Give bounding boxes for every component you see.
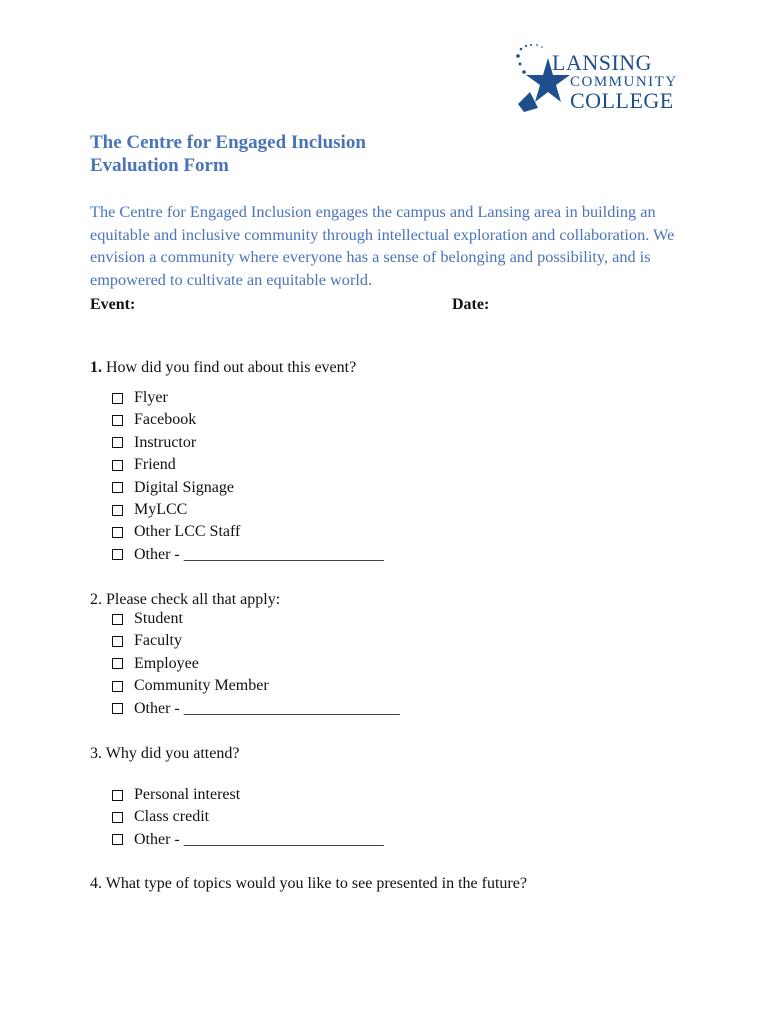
option-other[interactable]	[112, 544, 384, 566]
option-label: Instructor	[134, 433, 197, 451]
title-line-1: The Centre for Engaged Inclusion	[90, 132, 366, 153]
question-3-options	[112, 784, 384, 851]
intro-paragraph: The Centre for Engaged Inclusion engages the campus and Lansing area in building an equitable and inclusive community through intellectual exploration and collaboration. We envision a community where everyone has a sense of belonging and possibility, and is empowered to cultivate an equitable world.	[90, 202, 675, 289]
question-1-text: How did you find out about this event?	[102, 359, 357, 376]
logo-text-college: COLLEGE	[570, 88, 674, 113]
question-1	[90, 358, 356, 378]
option-label: MyLCC	[134, 500, 188, 518]
checkbox[interactable]	[112, 658, 123, 669]
option-class-credit[interactable]	[112, 806, 384, 828]
question-1-options	[112, 387, 384, 566]
option-digital-signage[interactable]	[112, 477, 384, 499]
option-label: Student	[134, 610, 183, 627]
logo-text-lansing: LANSING	[552, 50, 653, 75]
option-label: Flyer	[134, 389, 168, 406]
question-3: 3. Why did you attend?	[90, 745, 240, 762]
option-instructor[interactable]	[112, 432, 384, 454]
checkbox[interactable]	[112, 549, 123, 560]
option-label: Friend	[134, 456, 176, 474]
date-label: Date:	[452, 296, 490, 313]
checkbox[interactable]	[112, 614, 123, 625]
option-community-member[interactable]	[112, 675, 400, 697]
checkbox[interactable]	[112, 527, 123, 538]
logo-text-community: COMMUNITY	[570, 74, 678, 90]
checkbox[interactable]	[112, 834, 123, 845]
question-2: 2. Please check all that apply:	[90, 591, 281, 608]
checkbox[interactable]	[112, 681, 123, 692]
option-label: Digital Signage	[134, 478, 234, 496]
option-label: Community Member	[134, 677, 269, 695]
option-label: Facebook	[134, 411, 197, 429]
option-label: Class credit	[134, 808, 210, 826]
option-flyer[interactable]	[112, 387, 384, 409]
event-label: Event:	[90, 296, 136, 313]
checkbox[interactable]	[112, 812, 123, 823]
checkbox[interactable]	[112, 415, 123, 426]
option-faculty[interactable]	[112, 630, 400, 652]
question-4: 4. What type of topics would you like to see presented in the future?	[90, 875, 527, 892]
checkbox[interactable]	[112, 460, 123, 471]
checkbox[interactable]	[112, 393, 123, 404]
page-title	[90, 131, 366, 177]
title-line-2: Evaluation Form	[90, 155, 229, 176]
option-other[interactable]	[112, 829, 384, 851]
option-mylcc[interactable]	[112, 499, 384, 521]
option-student[interactable]	[112, 608, 400, 630]
option-label: Personal interest	[134, 786, 241, 803]
option-label: Faculty	[134, 632, 182, 650]
checkbox[interactable]	[112, 636, 123, 647]
option-facebook[interactable]	[112, 409, 384, 431]
lansing-community-college-logo	[512, 42, 692, 118]
option-label: Other - _________________________	[134, 545, 384, 563]
checkbox[interactable]	[112, 790, 123, 801]
option-label: Other - _________________________	[134, 830, 384, 848]
option-employee[interactable]	[112, 653, 400, 675]
option-label: Employee	[134, 654, 199, 672]
checkbox[interactable]	[112, 482, 123, 493]
option-other[interactable]	[112, 698, 400, 720]
option-friend[interactable]	[112, 454, 384, 476]
checkbox[interactable]	[112, 505, 123, 516]
option-label: Other - ___________________________	[134, 699, 400, 717]
question-2-options	[112, 608, 400, 720]
question-1-number: 1.	[90, 359, 102, 376]
option-other-lcc-staff[interactable]	[112, 521, 384, 543]
option-personal-interest[interactable]	[112, 784, 384, 806]
checkbox[interactable]	[112, 703, 123, 714]
checkbox[interactable]	[112, 437, 123, 448]
option-label: Other LCC Staff	[134, 523, 241, 541]
